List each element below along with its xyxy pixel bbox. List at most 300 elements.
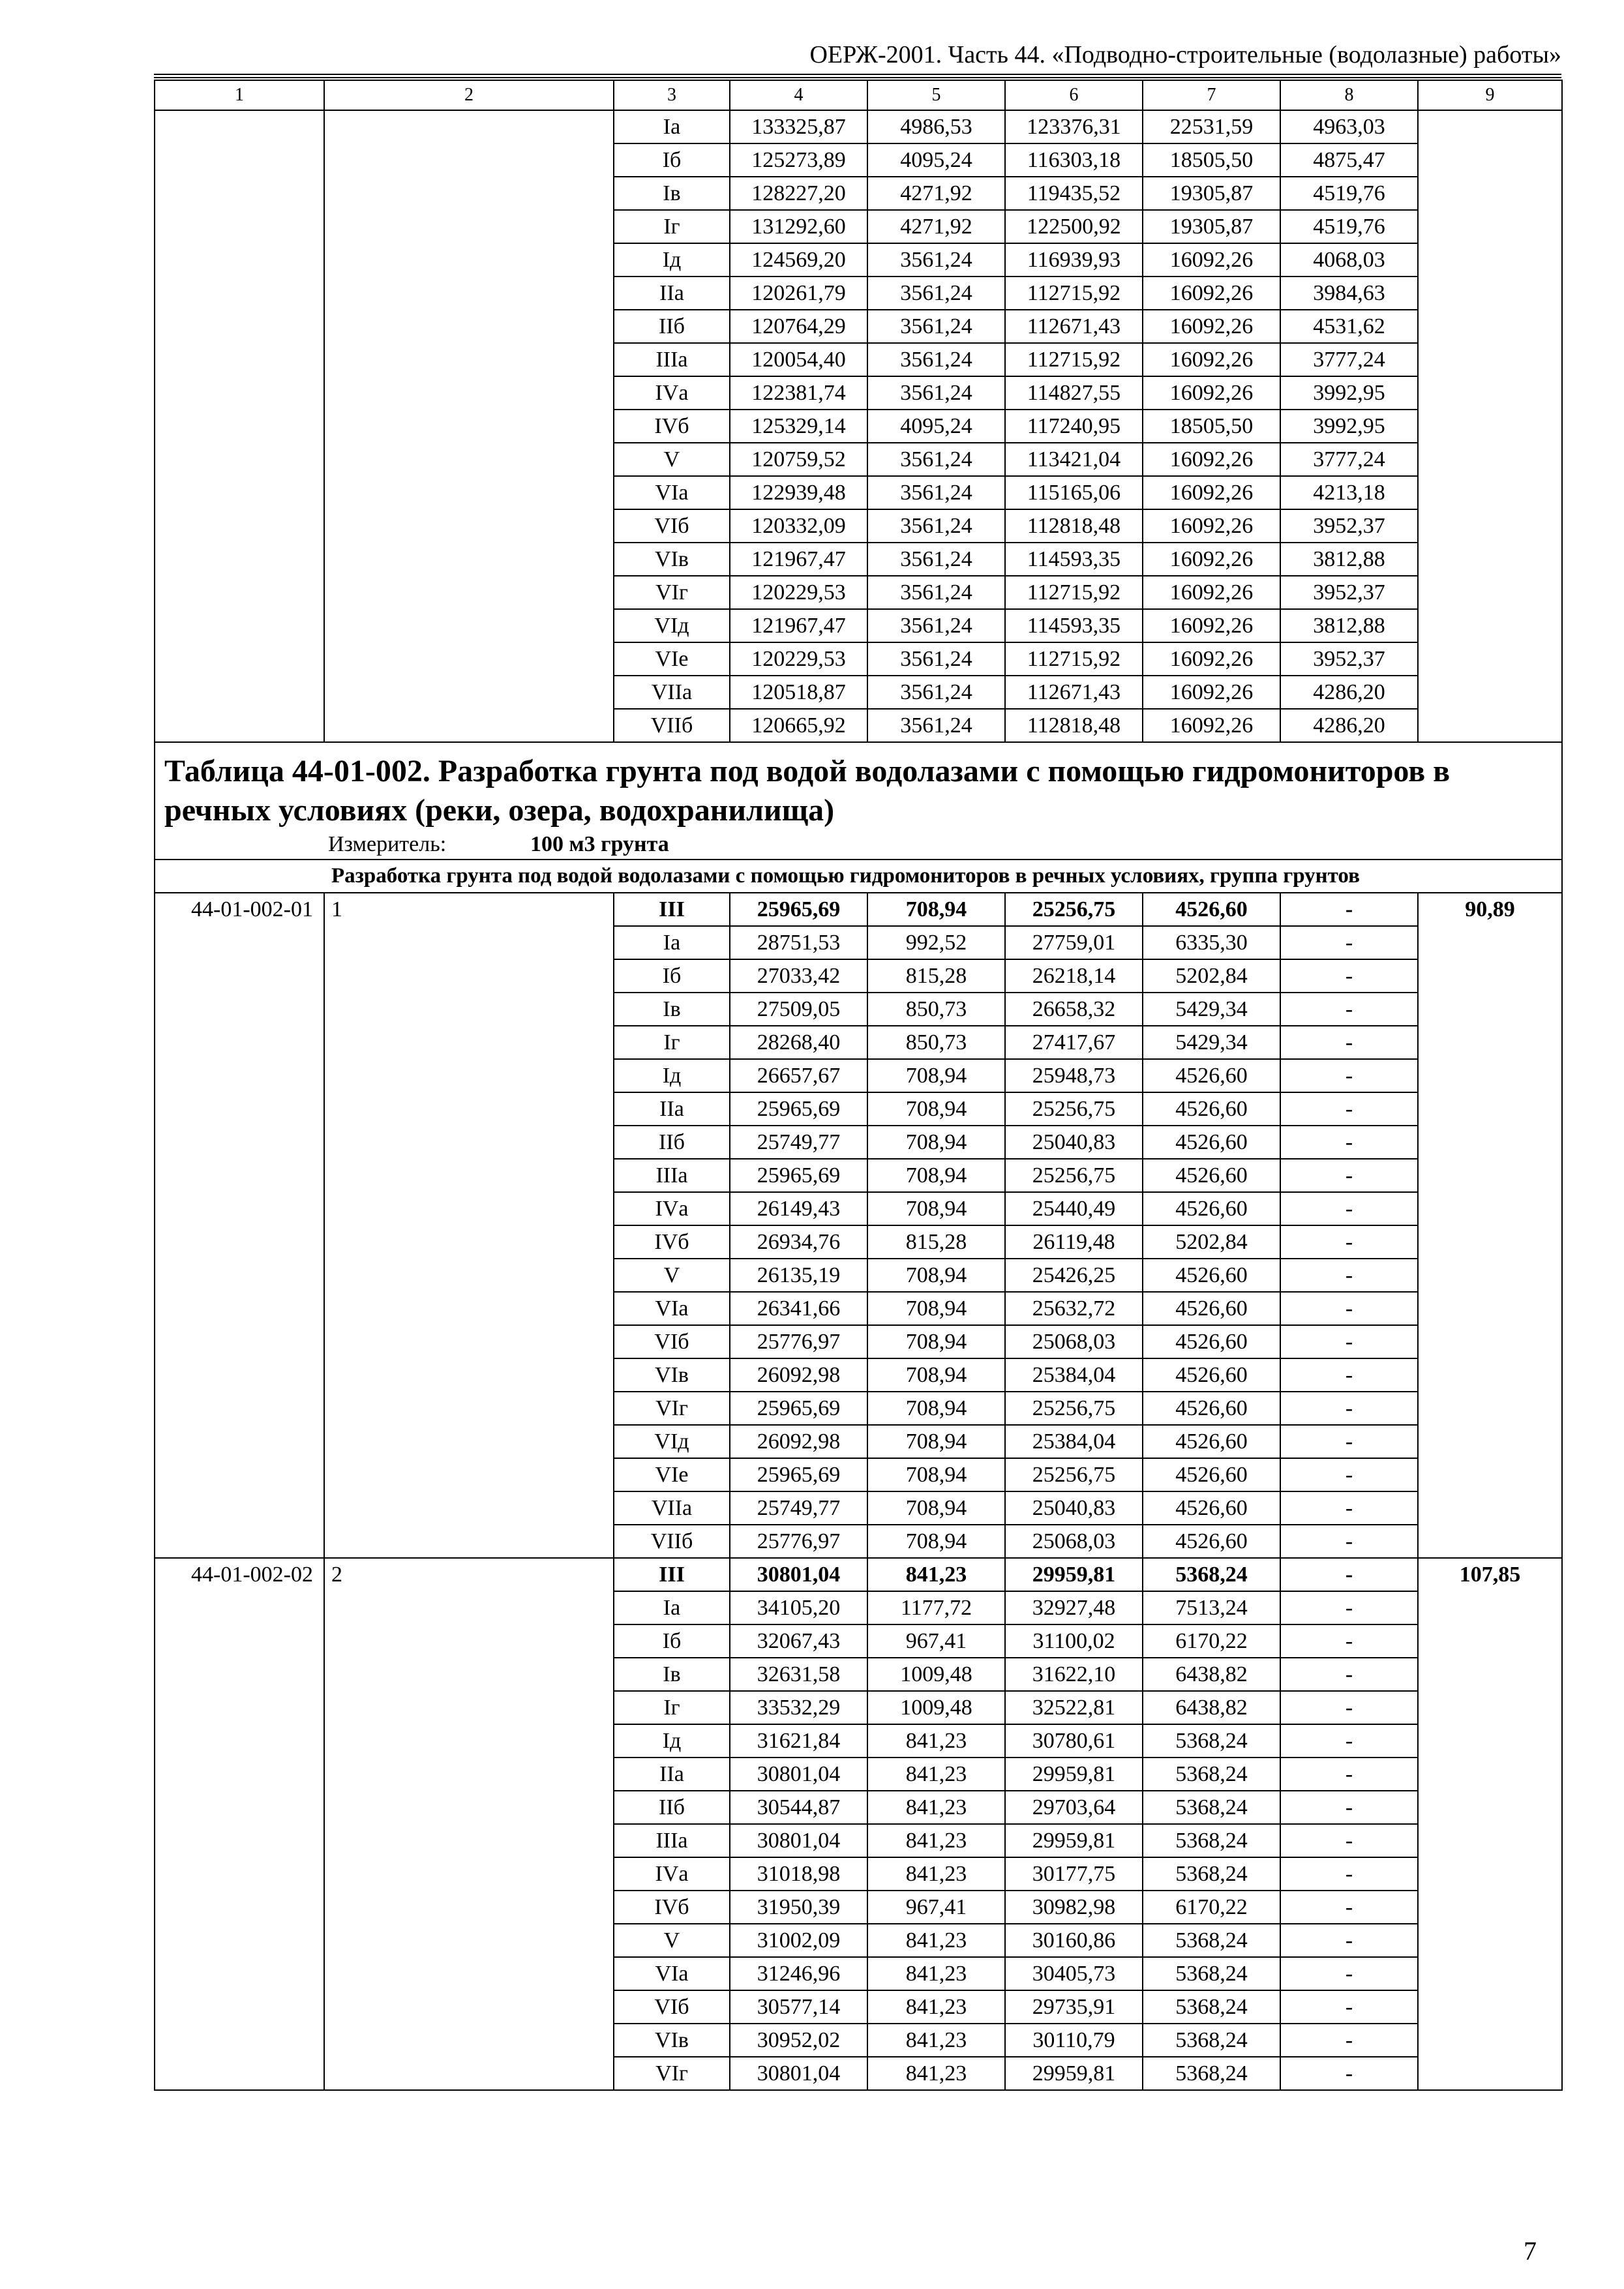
soil-group-cell: Iб xyxy=(614,143,730,177)
value-cell: 5429,34 xyxy=(1143,1026,1280,1059)
column-number: 3 xyxy=(614,80,730,110)
value-cell: - xyxy=(1280,1957,1418,1990)
value-cell: 4963,03 xyxy=(1280,110,1418,143)
value-cell: 4286,20 xyxy=(1280,709,1418,742)
soil-group-cell: IIа xyxy=(614,277,730,310)
value-cell: 4526,60 xyxy=(1143,1458,1280,1491)
value-cell: 25256,75 xyxy=(1005,1392,1143,1425)
value-cell: 25965,69 xyxy=(730,1392,867,1425)
col9-cell xyxy=(1418,110,1562,742)
value-cell: - xyxy=(1280,959,1418,993)
soil-group-cell: Iб xyxy=(614,959,730,993)
value-cell: 120764,29 xyxy=(730,310,867,343)
value-cell: 841,23 xyxy=(867,1924,1005,1957)
value-cell: 3561,24 xyxy=(867,310,1005,343)
table-title-row xyxy=(155,742,1562,830)
value-cell: 32927,48 xyxy=(1005,1591,1143,1624)
value-cell: 3561,24 xyxy=(867,443,1005,476)
value-cell: 27417,67 xyxy=(1005,1026,1143,1059)
code-cell: 44-01-002-02 xyxy=(155,1558,324,2090)
value-cell: - xyxy=(1280,1192,1418,1225)
soil-group-cell: III xyxy=(614,893,730,926)
value-cell: 112671,43 xyxy=(1005,310,1143,343)
soil-group-cell: III xyxy=(614,1558,730,1591)
soil-group-cell: VIIб xyxy=(614,709,730,742)
value-cell: 4519,76 xyxy=(1280,177,1418,210)
value-cell: 841,23 xyxy=(867,1758,1005,1791)
value-cell: 3984,63 xyxy=(1280,277,1418,310)
value-cell: 31621,84 xyxy=(730,1724,867,1758)
value-cell: 5368,24 xyxy=(1143,1791,1280,1824)
value-cell: 25384,04 xyxy=(1005,1425,1143,1458)
value-cell: 3777,24 xyxy=(1280,343,1418,376)
value-cell: 5368,24 xyxy=(1143,1558,1280,1591)
value-cell: 30982,98 xyxy=(1005,1891,1143,1924)
soil-group-cell: IIIа xyxy=(614,343,730,376)
table-row xyxy=(155,893,1562,926)
value-cell: 120332,09 xyxy=(730,509,867,543)
value-cell: 26218,14 xyxy=(1005,959,1143,993)
value-cell: 30544,87 xyxy=(730,1791,867,1824)
value-cell: 5368,24 xyxy=(1143,1824,1280,1857)
value-cell: 16092,26 xyxy=(1143,277,1280,310)
value-cell: 27033,42 xyxy=(730,959,867,993)
soil-group-cell: IVа xyxy=(614,1857,730,1891)
value-cell: 112715,92 xyxy=(1005,576,1143,609)
value-cell: 4068,03 xyxy=(1280,243,1418,277)
value-cell: 4526,60 xyxy=(1143,1292,1280,1325)
value-cell: 3561,24 xyxy=(867,609,1005,642)
value-cell: - xyxy=(1280,893,1418,926)
value-cell: 26092,98 xyxy=(730,1358,867,1392)
value-cell: 815,28 xyxy=(867,1225,1005,1259)
value-cell: 116303,18 xyxy=(1005,143,1143,177)
measure-row xyxy=(155,830,1562,860)
column-number: 6 xyxy=(1005,80,1143,110)
value-cell: 25068,03 xyxy=(1005,1525,1143,1558)
value-cell: 31622,10 xyxy=(1005,1658,1143,1691)
value-cell: - xyxy=(1280,1990,1418,2024)
value-cell: - xyxy=(1280,1924,1418,1957)
value-cell: 3777,24 xyxy=(1280,443,1418,476)
column-number: 4 xyxy=(730,80,867,110)
soil-group-cell: IIб xyxy=(614,1126,730,1159)
value-cell: 113421,04 xyxy=(1005,443,1143,476)
soil-group-cell: VIа xyxy=(614,1292,730,1325)
value-cell: 708,94 xyxy=(867,1392,1005,1425)
value-cell: 4526,60 xyxy=(1143,1259,1280,1292)
soil-group-cell: VIв xyxy=(614,543,730,576)
value-cell: 31950,39 xyxy=(730,1891,867,1924)
value-cell: 841,23 xyxy=(867,1824,1005,1857)
soil-group-cell: VIе xyxy=(614,1458,730,1491)
value-cell: 708,94 xyxy=(867,1092,1005,1126)
value-cell: 16092,26 xyxy=(1143,709,1280,742)
soil-group-cell: VIб xyxy=(614,1325,730,1358)
value-cell: 112818,48 xyxy=(1005,709,1143,742)
value-cell: 3952,37 xyxy=(1280,576,1418,609)
value-cell: - xyxy=(1280,1591,1418,1624)
value-cell: 841,23 xyxy=(867,1990,1005,2024)
value-cell: 25948,73 xyxy=(1005,1059,1143,1092)
column-number: 2 xyxy=(324,80,614,110)
value-cell: 3561,24 xyxy=(867,476,1005,509)
value-cell: 1009,48 xyxy=(867,1691,1005,1724)
value-cell: - xyxy=(1280,1292,1418,1325)
value-cell: 4526,60 xyxy=(1143,1325,1280,1358)
value-cell: 1009,48 xyxy=(867,1658,1005,1691)
value-cell: 32522,81 xyxy=(1005,1691,1143,1724)
value-cell: 841,23 xyxy=(867,2024,1005,2057)
value-cell: 5202,84 xyxy=(1143,959,1280,993)
value-cell: 708,94 xyxy=(867,1358,1005,1392)
value-cell: 19305,87 xyxy=(1143,177,1280,210)
value-cell: 27509,05 xyxy=(730,993,867,1026)
measure-label: Измеритель: xyxy=(328,832,447,856)
value-cell: 967,41 xyxy=(867,1624,1005,1658)
value-cell: - xyxy=(1280,1325,1418,1358)
value-cell: 25256,75 xyxy=(1005,893,1143,926)
value-cell: 34105,20 xyxy=(730,1591,867,1624)
value-cell: 4526,60 xyxy=(1143,1192,1280,1225)
value-cell: 3561,24 xyxy=(867,576,1005,609)
value-cell: 120229,53 xyxy=(730,642,867,676)
value-cell: 3561,24 xyxy=(867,709,1005,742)
page-number: 7 xyxy=(1524,2236,1537,2266)
value-cell: 5368,24 xyxy=(1143,2024,1280,2057)
value-cell: - xyxy=(1280,1026,1418,1059)
value-cell: 708,94 xyxy=(867,1159,1005,1192)
value-cell: 25776,97 xyxy=(730,1525,867,1558)
value-cell: - xyxy=(1280,1658,1418,1691)
value-cell: 5368,24 xyxy=(1143,2057,1280,2090)
value-cell: - xyxy=(1280,1791,1418,1824)
value-cell: 708,94 xyxy=(867,1458,1005,1491)
value-cell: 27759,01 xyxy=(1005,926,1143,959)
value-cell: 5429,34 xyxy=(1143,993,1280,1026)
value-cell: 26135,19 xyxy=(730,1259,867,1292)
item-number-cell: 2 xyxy=(324,1558,614,2090)
value-cell: 120261,79 xyxy=(730,277,867,310)
value-cell: 114593,35 xyxy=(1005,609,1143,642)
value-cell: - xyxy=(1280,993,1418,1026)
value-cell: 30801,04 xyxy=(730,1824,867,1857)
value-cell: 16092,26 xyxy=(1143,543,1280,576)
code-cell xyxy=(155,110,324,742)
value-cell: 120229,53 xyxy=(730,576,867,609)
value-cell: - xyxy=(1280,1059,1418,1092)
value-cell: 31018,98 xyxy=(730,1857,867,1891)
header-rule xyxy=(154,74,1561,75)
price-table-sheet xyxy=(154,80,1561,2091)
value-cell: 25965,69 xyxy=(730,1092,867,1126)
value-cell: 131292,60 xyxy=(730,210,867,243)
soil-group-cell: IVб xyxy=(614,1891,730,1924)
value-cell: 4286,20 xyxy=(1280,676,1418,709)
value-cell: - xyxy=(1280,1491,1418,1525)
soil-group-cell: VIа xyxy=(614,1957,730,1990)
value-cell: 120518,87 xyxy=(730,676,867,709)
soil-group-cell: IVа xyxy=(614,1192,730,1225)
value-cell: 841,23 xyxy=(867,1857,1005,1891)
soil-group-cell: IVа xyxy=(614,376,730,410)
value-cell: 29959,81 xyxy=(1005,2057,1143,2090)
value-cell: 6170,22 xyxy=(1143,1624,1280,1658)
value-cell: 3561,24 xyxy=(867,277,1005,310)
value-cell: - xyxy=(1280,1724,1418,1758)
value-cell: 5368,24 xyxy=(1143,1724,1280,1758)
value-cell: 4095,24 xyxy=(867,410,1005,443)
table-row xyxy=(155,1558,1562,1591)
value-cell: 120665,92 xyxy=(730,709,867,742)
value-cell: 30110,79 xyxy=(1005,2024,1143,2057)
value-cell: 31002,09 xyxy=(730,1924,867,1957)
value-cell: 112818,48 xyxy=(1005,509,1143,543)
value-cell: 4875,47 xyxy=(1280,143,1418,177)
value-cell: 18505,50 xyxy=(1143,410,1280,443)
value-cell: 992,52 xyxy=(867,926,1005,959)
page-header: ОЕРЖ-2001. Часть 44. «Подводно-строительные (водолазные) работы» xyxy=(809,41,1561,68)
value-cell: 25256,75 xyxy=(1005,1092,1143,1126)
value-cell: 30801,04 xyxy=(730,2057,867,2090)
value-cell: 16092,26 xyxy=(1143,243,1280,277)
soil-group-cell: Iг xyxy=(614,1691,730,1724)
soil-group-cell: Iд xyxy=(614,1059,730,1092)
soil-group-cell: VIв xyxy=(614,2024,730,2057)
value-cell: 5368,24 xyxy=(1143,1957,1280,1990)
value-cell: - xyxy=(1280,1259,1418,1292)
value-cell: 32067,43 xyxy=(730,1624,867,1658)
value-cell: 30405,73 xyxy=(1005,1957,1143,1990)
measure-cell xyxy=(155,830,1562,860)
value-cell: 30780,61 xyxy=(1005,1724,1143,1758)
soil-group-cell: IIIа xyxy=(614,1159,730,1192)
value-cell: 18505,50 xyxy=(1143,143,1280,177)
value-cell: 3561,24 xyxy=(867,676,1005,709)
value-cell: 6438,82 xyxy=(1143,1658,1280,1691)
value-cell: 3561,24 xyxy=(867,243,1005,277)
value-cell: 3561,24 xyxy=(867,343,1005,376)
value-cell: - xyxy=(1280,1558,1418,1591)
value-cell: 25426,25 xyxy=(1005,1259,1143,1292)
table-title: Таблица 44-01-002. Разработка грунта под водой водолазами с помощью гидромониторов в речных условиях (реки, озера, водохранилища) xyxy=(155,742,1562,830)
soil-group-cell: IIа xyxy=(614,1758,730,1791)
soil-group-cell: VIг xyxy=(614,576,730,609)
value-cell: 25040,83 xyxy=(1005,1491,1143,1525)
soil-group-cell: Iв xyxy=(614,993,730,1026)
measure-value: 100 м3 грунта xyxy=(530,832,669,856)
value-cell: 4526,60 xyxy=(1143,893,1280,926)
value-cell: - xyxy=(1280,2057,1418,2090)
value-cell: - xyxy=(1280,2024,1418,2057)
value-cell: 30160,86 xyxy=(1005,1924,1143,1957)
col9-cell: 90,89 xyxy=(1418,893,1562,1558)
value-cell: 708,94 xyxy=(867,1325,1005,1358)
soil-group-cell: VIг xyxy=(614,2057,730,2090)
value-cell: 25965,69 xyxy=(730,893,867,926)
value-cell: 3561,24 xyxy=(867,376,1005,410)
value-cell: 25632,72 xyxy=(1005,1292,1143,1325)
soil-group-cell: Iд xyxy=(614,1724,730,1758)
value-cell: 22531,59 xyxy=(1143,110,1280,143)
value-cell: 708,94 xyxy=(867,1259,1005,1292)
soil-group-cell: Iа xyxy=(614,110,730,143)
soil-group-cell: IVб xyxy=(614,1225,730,1259)
value-cell: 26341,66 xyxy=(730,1292,867,1325)
value-cell: 3952,37 xyxy=(1280,509,1418,543)
value-cell: 6170,22 xyxy=(1143,1891,1280,1924)
value-cell: - xyxy=(1280,1425,1418,1458)
value-cell: - xyxy=(1280,1358,1418,1392)
value-cell: 30801,04 xyxy=(730,1758,867,1791)
table-subtitle: Разработка грунта под водой водолазами с помощью гидромониторов в речных условиях, группа грунтов xyxy=(155,860,1562,893)
value-cell: 708,94 xyxy=(867,893,1005,926)
value-cell: 114827,55 xyxy=(1005,376,1143,410)
soil-group-cell: VIе xyxy=(614,642,730,676)
soil-group-cell: IIб xyxy=(614,310,730,343)
value-cell: 133325,87 xyxy=(730,110,867,143)
value-cell: 30801,04 xyxy=(730,1558,867,1591)
value-cell: - xyxy=(1280,1392,1418,1425)
value-cell: 25776,97 xyxy=(730,1325,867,1358)
value-cell: 28268,40 xyxy=(730,1026,867,1059)
value-cell: 16092,26 xyxy=(1143,509,1280,543)
value-cell: 114593,35 xyxy=(1005,543,1143,576)
value-cell: 3561,24 xyxy=(867,543,1005,576)
value-cell: 16092,26 xyxy=(1143,376,1280,410)
value-cell: 850,73 xyxy=(867,1026,1005,1059)
value-cell: 841,23 xyxy=(867,1791,1005,1824)
value-cell: - xyxy=(1280,1824,1418,1857)
value-cell: - xyxy=(1280,1092,1418,1126)
value-cell: 29959,81 xyxy=(1005,1758,1143,1791)
column-number: 1 xyxy=(155,80,324,110)
value-cell: - xyxy=(1280,1126,1418,1159)
value-cell: 112715,92 xyxy=(1005,343,1143,376)
value-cell: 28751,53 xyxy=(730,926,867,959)
soil-group-cell: IVб xyxy=(614,410,730,443)
value-cell: - xyxy=(1280,1857,1418,1891)
value-cell: 4213,18 xyxy=(1280,476,1418,509)
value-cell: 31246,96 xyxy=(730,1957,867,1990)
value-cell: 4095,24 xyxy=(867,143,1005,177)
value-cell: 4526,60 xyxy=(1143,1092,1280,1126)
value-cell: 841,23 xyxy=(867,1558,1005,1591)
value-cell: 33532,29 xyxy=(730,1691,867,1724)
value-cell: 26149,43 xyxy=(730,1192,867,1225)
table-row xyxy=(155,110,1562,143)
value-cell: 5368,24 xyxy=(1143,1857,1280,1891)
value-cell: 120759,52 xyxy=(730,443,867,476)
value-cell: 19305,87 xyxy=(1143,210,1280,243)
value-cell: 16092,26 xyxy=(1143,642,1280,676)
value-cell: 967,41 xyxy=(867,1891,1005,1924)
value-cell: 122500,92 xyxy=(1005,210,1143,243)
soil-group-cell: Iб xyxy=(614,1624,730,1658)
price-table xyxy=(154,80,1563,2091)
value-cell: 26092,98 xyxy=(730,1425,867,1458)
value-cell: 815,28 xyxy=(867,959,1005,993)
value-cell: 26934,76 xyxy=(730,1225,867,1259)
value-cell: 4531,62 xyxy=(1280,310,1418,343)
column-number: 8 xyxy=(1280,80,1418,110)
item-number-cell: 1 xyxy=(324,893,614,1558)
value-cell: 5368,24 xyxy=(1143,1924,1280,1957)
value-cell: 1177,72 xyxy=(867,1591,1005,1624)
soil-group-cell: V xyxy=(614,1259,730,1292)
value-cell: 16092,26 xyxy=(1143,476,1280,509)
soil-group-cell: Iв xyxy=(614,177,730,210)
soil-group-cell: VIд xyxy=(614,1425,730,1458)
soil-group-cell: Iг xyxy=(614,1026,730,1059)
value-cell: 841,23 xyxy=(867,1957,1005,1990)
value-cell: 25384,04 xyxy=(1005,1358,1143,1392)
value-cell: - xyxy=(1280,1891,1418,1924)
value-cell: 3561,24 xyxy=(867,642,1005,676)
value-cell: 121967,47 xyxy=(730,543,867,576)
value-cell: 841,23 xyxy=(867,2057,1005,2090)
col9-cell: 107,85 xyxy=(1418,1558,1562,2090)
value-cell: 5368,24 xyxy=(1143,1990,1280,2024)
soil-group-cell: Iд xyxy=(614,243,730,277)
value-cell: 119435,52 xyxy=(1005,177,1143,210)
value-cell: 4526,60 xyxy=(1143,1525,1280,1558)
value-cell: 4526,60 xyxy=(1143,1126,1280,1159)
value-cell: 3812,88 xyxy=(1280,609,1418,642)
value-cell: - xyxy=(1280,1458,1418,1491)
soil-group-cell: VIб xyxy=(614,509,730,543)
code-cell: 44-01-002-01 xyxy=(155,893,324,1558)
value-cell: 122381,74 xyxy=(730,376,867,410)
value-cell: 4526,60 xyxy=(1143,1392,1280,1425)
value-cell: 708,94 xyxy=(867,1126,1005,1159)
column-number: 5 xyxy=(867,80,1005,110)
value-cell: 25965,69 xyxy=(730,1159,867,1192)
value-cell: 117240,95 xyxy=(1005,410,1143,443)
value-cell: 16092,26 xyxy=(1143,609,1280,642)
value-cell: 112671,43 xyxy=(1005,676,1143,709)
soil-group-cell: Iв xyxy=(614,1658,730,1691)
soil-group-cell: Iг xyxy=(614,210,730,243)
value-cell: 29959,81 xyxy=(1005,1558,1143,1591)
value-cell: - xyxy=(1280,926,1418,959)
value-cell: 29959,81 xyxy=(1005,1824,1143,1857)
value-cell: 116939,93 xyxy=(1005,243,1143,277)
value-cell: 16092,26 xyxy=(1143,576,1280,609)
column-number: 9 xyxy=(1418,80,1562,110)
value-cell: 4271,92 xyxy=(867,210,1005,243)
soil-group-cell: Iа xyxy=(614,926,730,959)
value-cell: 708,94 xyxy=(867,1491,1005,1525)
value-cell: 16092,26 xyxy=(1143,310,1280,343)
value-cell: 841,23 xyxy=(867,1724,1005,1758)
value-cell: 125273,89 xyxy=(730,143,867,177)
value-cell: 708,94 xyxy=(867,1292,1005,1325)
value-cell: 6438,82 xyxy=(1143,1691,1280,1724)
value-cell: 30577,14 xyxy=(730,1990,867,2024)
soil-group-cell: V xyxy=(614,443,730,476)
value-cell: 29703,64 xyxy=(1005,1791,1143,1824)
value-cell: 4526,60 xyxy=(1143,1491,1280,1525)
soil-group-cell: VIб xyxy=(614,1990,730,2024)
value-cell: 30177,75 xyxy=(1005,1857,1143,1891)
value-cell: 122939,48 xyxy=(730,476,867,509)
value-cell: 26119,48 xyxy=(1005,1225,1143,1259)
name-cell xyxy=(324,110,614,742)
soil-group-cell: VIв xyxy=(614,1358,730,1392)
soil-group-cell: VIг xyxy=(614,1392,730,1425)
value-cell: 120054,40 xyxy=(730,343,867,376)
